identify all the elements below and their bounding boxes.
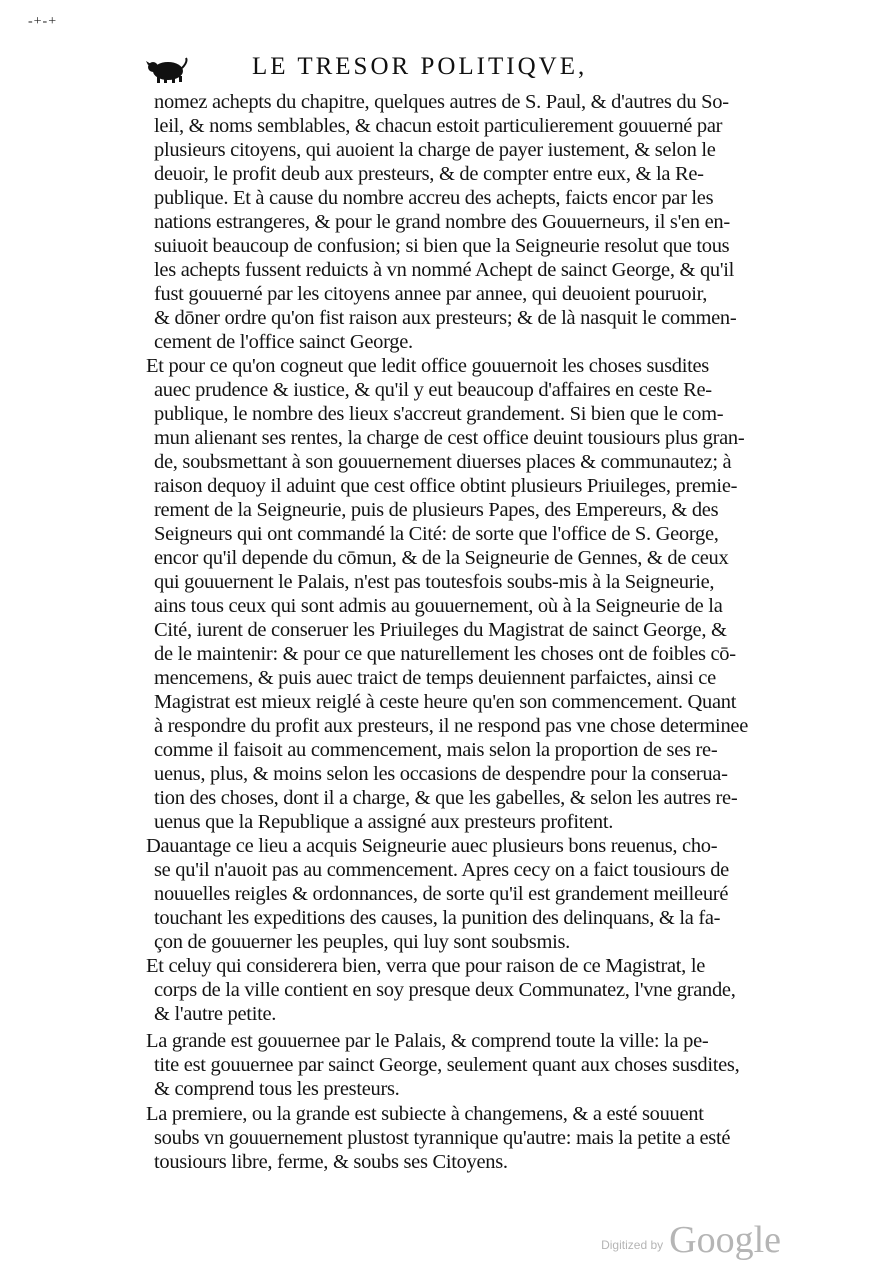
text-line: touchant les expeditions des causes, la punition des delinquans, & la fa- (154, 907, 721, 929)
text-line: mencemens, & puis auec traict de temps deuiennent parfaictes, ainsi ce (154, 667, 716, 689)
text-line: suiuoit beaucoup de confusion; si bien que la Seigneurie resolut que tous (154, 235, 730, 257)
text-line: leil, & noms semblables, & chacun estoit particulierement gouuerné par (154, 115, 723, 137)
text-line: & comprend tous les presteurs. (154, 1078, 400, 1100)
text-line: fust gouuerné par les citoyens annee par annee, qui deuoient pouruoir, (154, 283, 708, 305)
text-line: tite est gouuernee par sainct George, seulement quant aux choses susdites, (154, 1054, 740, 1076)
text-line: publique. Et à cause du nombre accreu des achepts, faicts encor par les (154, 187, 714, 209)
text-line: uenus, plus, & moins selon les occasions de despendre pour la conserua- (154, 763, 728, 785)
text-line: Et pour ce qu'on cogneut que ledit office gouuernoit les choses susdites (146, 355, 709, 377)
watermark-label: Digitized by (601, 1238, 664, 1252)
text-line: La grande est gouuernee par le Palais, & comprend toute la ville: la pe- (146, 1030, 709, 1052)
text-line: tousiours libre, ferme, & soubs ses Citoyens. (154, 1151, 508, 1173)
text-line: uenus que la Republique a assigné aux presteurs profitent. (154, 811, 614, 833)
text-line: deuoir, le profit deub aux presteurs, & de compter entre eux, & la Re- (154, 163, 704, 185)
text-line: mun alienant ses rentes, la charge de cest office deuint tousiours plus gran- (154, 427, 745, 449)
text-line: Dauantage ce lieu a acquis Seigneurie auec plusieurs bons reuenus, cho- (146, 835, 718, 857)
text-line: nouuelles reigles & ordonnances, de sorte qu'il est grandement meilleuré (154, 883, 729, 905)
text-line: encor qu'il depende du cōmun, & de la Seigneurie de Gennes, & de ceux (154, 547, 729, 569)
text-line: nomez achepts du chapitre, quelques autres de S. Paul, & d'autres du So- (154, 91, 729, 113)
text-line: La premiere, ou la grande est subiecte à changemens, & a esté souuent (146, 1103, 704, 1125)
text-line: plusieurs citoyens, qui auoient la charge de payer iustement, & selon le (154, 139, 716, 161)
text-line: de, soubsmettant à son gouuernement diuerses places & communautez; à (154, 451, 732, 473)
text-line: soubs vn gouuernement plustost tyrannique qu'autre: mais la petite a esté (154, 1127, 731, 1149)
text-line: raison dequoy il aduint que cest office obtint plusieurs Priuileges, premie- (154, 475, 738, 497)
text-line: de le maintenir: & pour ce que naturellement les choses ont de foibles cō- (154, 643, 736, 665)
corner-mark: -+-+ (28, 14, 58, 29)
running-head: LE TRESOR POLITIQVE, (252, 53, 588, 80)
text-line: çon de gouuerner les peuples, qui luy sont soubsmis. (154, 931, 570, 953)
text-line: à respondre du profit aux presteurs, il ne respond pas vne chose determinee (154, 715, 749, 737)
text-line: tion des choses, dont il a charge, & que les gabelles, & selon les autres re- (154, 787, 738, 809)
text-line: corps de la ville contient en soy presque deux Communatez, l'vne grande, (154, 979, 736, 1001)
text-line: & dōner ordre qu'on fist raison aux presteurs; & de là nasquit le commen- (154, 307, 737, 329)
text-line: auec prudence & iustice, & qu'il y eut beaucoup d'affaires en ceste Re- (154, 379, 712, 401)
text-line: comme il faisoit au commencement, mais selon la proportion de ses re- (154, 739, 718, 761)
beast-ornament-icon (146, 56, 188, 84)
text-line: Seigneurs qui ont commandé la Cité: de sorte que l'office de S. George, (154, 523, 719, 545)
text-line: nations estrangeres, & pour le grand nombre des Gouuerneurs, il s'en en- (154, 211, 730, 233)
digitized-watermark (601, 1220, 781, 1260)
text-line: Et celuy qui considerera bien, verra que pour raison de ce Magistrat, le (146, 955, 706, 977)
text-line: cement de l'office sainct George. (154, 331, 413, 353)
text-line: qui gouuernent le Palais, n'est pas toutesfois soubs-mis à la Seigneurie, (154, 571, 715, 593)
text-line: les achepts fussent reduicts à vn nommé Achept de sainct George, & qu'il (154, 259, 735, 281)
text-line: Cité, iurent de conseruer les Priuileges du Magistrat de sainct George, & (154, 619, 727, 641)
text-line: publique, le nombre des lieux s'accreut grandement. Si bien que le com- (154, 403, 724, 425)
text-line: rement de la Seigneurie, puis de plusieurs Papes, des Empereurs, & des (154, 499, 719, 521)
text-line: Magistrat est mieux reiglé à ceste heure qu'en son commencement. Quant (154, 691, 737, 713)
text-line: & l'autre petite. (154, 1003, 277, 1025)
text-line: se qu'il n'auoit pas au commencement. Apres cecy on a faict tousiours de (154, 859, 729, 881)
watermark-brand: Google (669, 1219, 781, 1261)
text-line: ains tous ceux qui sont admis au gouuernement, où à la Seigneurie de la (154, 595, 723, 617)
